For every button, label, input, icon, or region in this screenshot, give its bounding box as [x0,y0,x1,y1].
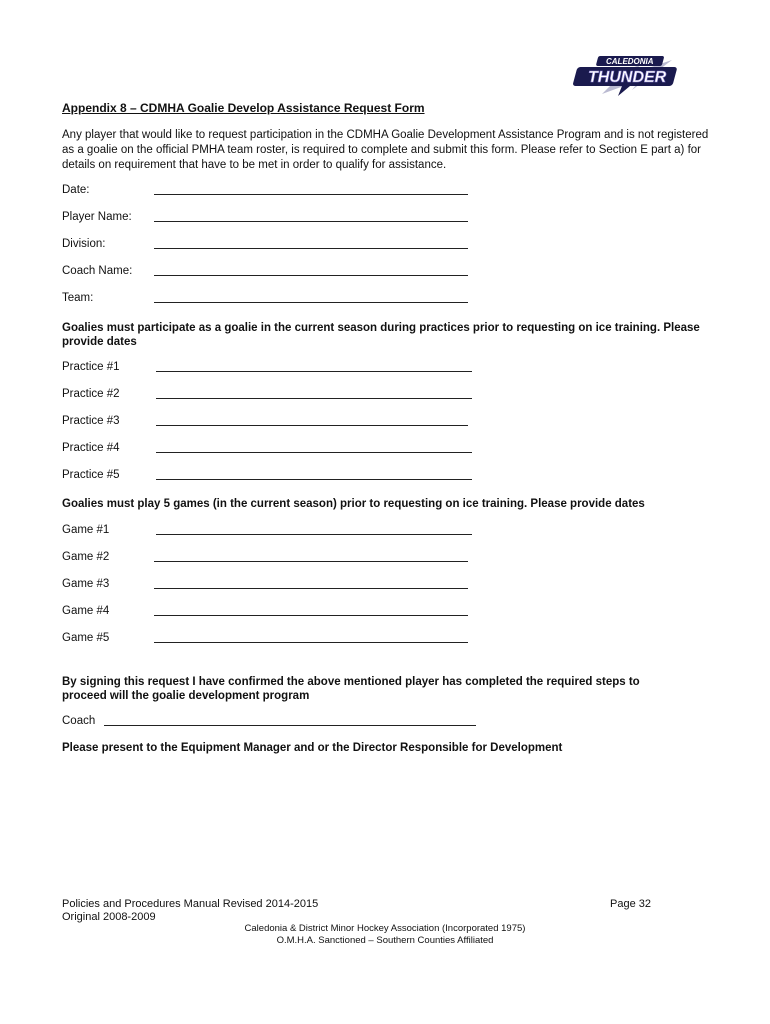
division-label: Division: [62,238,106,250]
coach-signature-field[interactable] [62,715,95,727]
practice-1-line[interactable] [156,371,472,372]
practice-4-line[interactable] [156,452,472,453]
logo-main-text: THUNDER [588,69,667,86]
caledonia-thunder-logo [572,50,692,96]
practice-3-line[interactable] [156,425,468,426]
team-label: Team: [62,292,94,304]
game-4-label: Game #4 [62,605,110,617]
date-label: Date: [62,184,90,196]
footer-original: Original 2008-2009 [62,911,156,923]
practice-4-label: Practice #4 [62,442,120,454]
footer-manual: Policies and Procedures Manual Revised 2014-2015 [62,898,319,910]
footer-association: Caledonia & District Minor Hockey Association (Incorporated 1975) [244,923,526,934]
player-name-line[interactable] [154,221,468,222]
game-3-line[interactable] [154,588,468,589]
game-3-label: Game #3 [62,578,110,590]
practice-2-line[interactable] [156,398,472,399]
coach-name-label: Coach Name: [62,265,133,277]
coach-signature-label: Coach [62,715,96,727]
game-1-line[interactable] [156,534,472,535]
game-5-label: Game #5 [62,632,110,644]
division-line[interactable] [154,248,468,249]
coach-signature-line[interactable] [104,725,476,726]
footer-center [0,923,770,947]
logo-top-text: CALEDONIA [606,57,654,66]
game-5-line[interactable] [154,642,468,643]
practice-1-label: Practice #1 [62,361,120,373]
form-title: Appendix 8 – CDMHA Goalie Develop Assistance Request Form [62,101,425,115]
practice-3-label: Practice #3 [62,415,120,427]
game-1-label: Game #1 [62,524,110,536]
practice-5-line[interactable] [156,479,472,480]
games-heading: Goalies must play 5 games (in the current season) prior to requesting on ice training. Please provide dates [62,498,645,510]
coach-name-line[interactable] [154,275,468,276]
game-2-label: Game #2 [62,551,110,563]
team-line[interactable] [154,302,468,303]
present-note: Please present to the Equipment Manager and or the Director Responsible for Development [62,742,563,754]
date-line[interactable] [154,194,468,195]
footer-affiliation: O.M.H.A. Sanctioned – Southern Counties Affiliated [276,935,494,946]
practice-2-label: Practice #2 [62,388,120,400]
game-4-line[interactable] [154,615,468,616]
player-name-label: Player Name: [62,211,132,223]
footer-left [62,898,318,924]
signing-statement: By signing this request I have confirmed the above mentioned player has completed the required steps to proceed will the goalie development program [62,676,640,702]
intro-paragraph: Any player that would like to request participation in the CDMHA Goalie Development Assistance Program and is not registered as a goalie on the official PMHA team roster, is required to complete and submit this form. Please refer to Section E part a) for details on requirement that have to be met in order to qualify for assistance. [62,129,709,171]
game-2-line[interactable] [154,561,468,562]
footer-page-number: Page 32 [610,898,651,910]
practice-heading: Goalies must participate as a goalie in the current season during practices prior to requesting on ice training. Please provide dates [62,322,700,348]
practice-5-label: Practice #5 [62,469,120,481]
